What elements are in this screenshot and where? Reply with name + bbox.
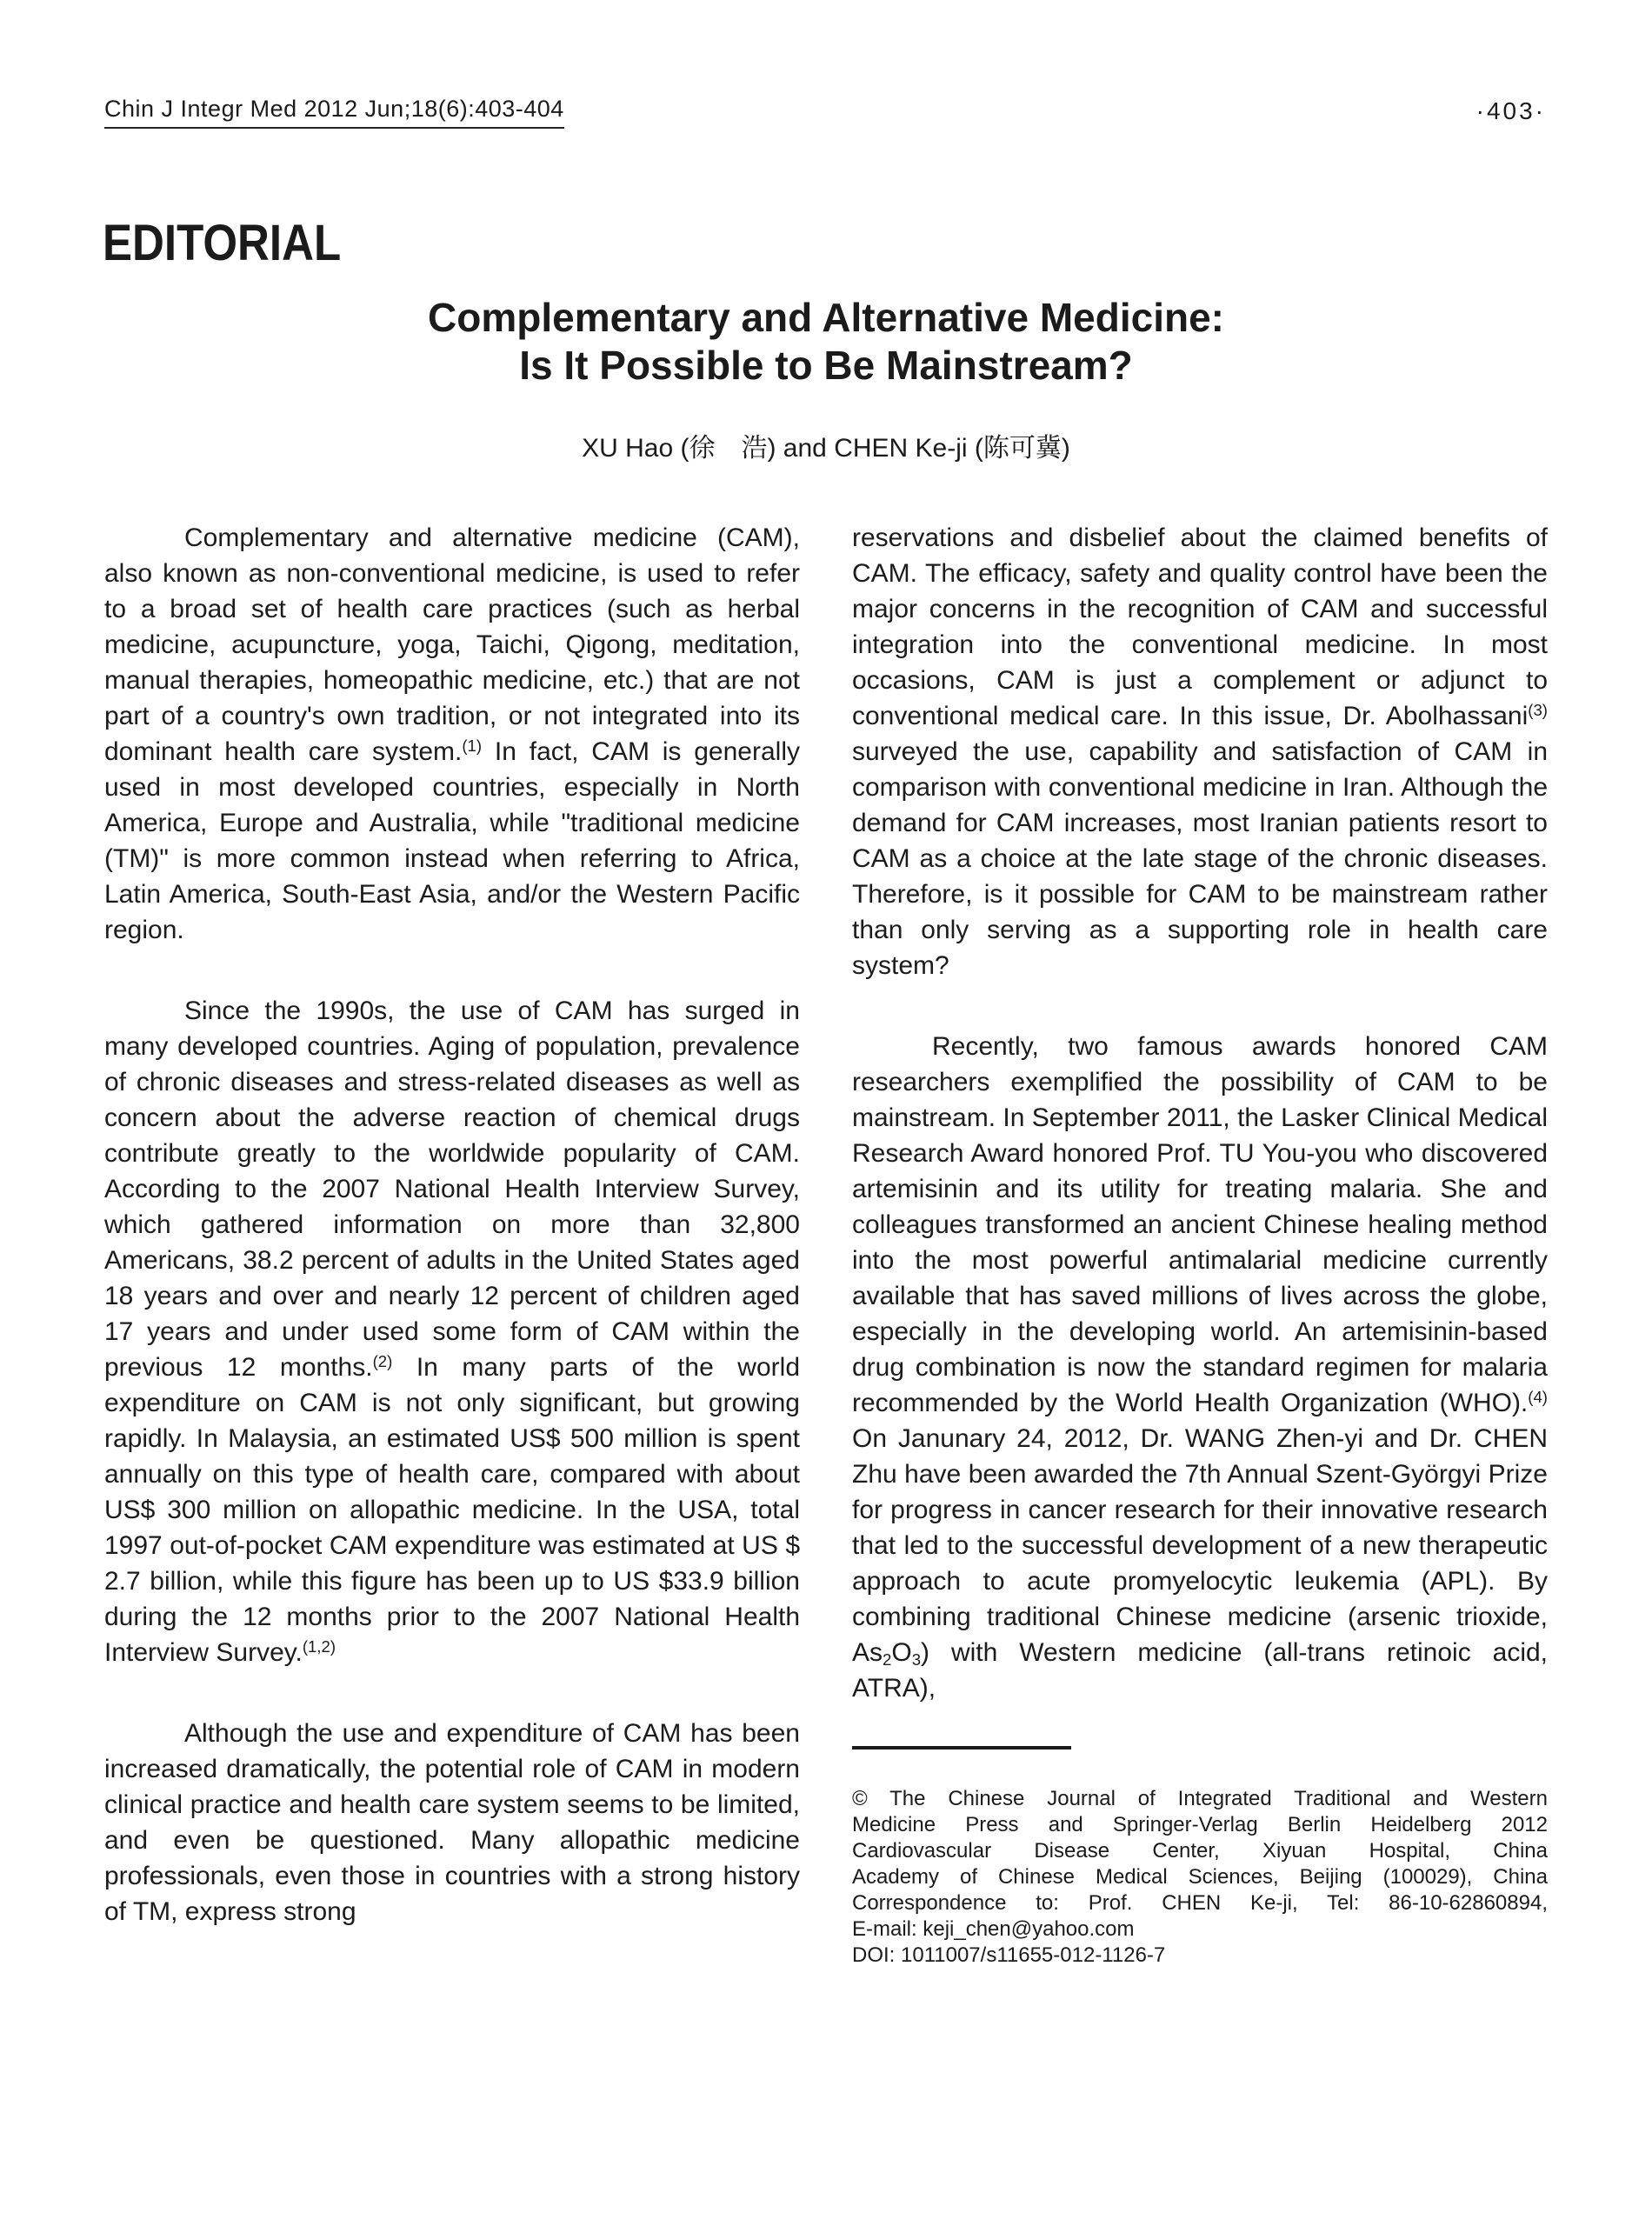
footnote-block bbox=[852, 1746, 1548, 1969]
reference-superscript: (1) bbox=[462, 736, 483, 755]
page-number: ·403· bbox=[1475, 97, 1546, 124]
body-paragraph: Although the use and expenditure of CAM has been increased dramatically, the potential role of CAM in modern clinical practice and health care system seems to be limited, and even be questioned. Many allopathic medicine professionals, even those in countries with a strong history of TM, express strong bbox=[104, 1719, 800, 1926]
footnote-divider bbox=[852, 1746, 1071, 1749]
reference-superscript: (1,2) bbox=[302, 1636, 336, 1656]
footnote-line: E-mail: keji_chen@yahoo.com bbox=[852, 1917, 1135, 1941]
left-column bbox=[104, 520, 800, 1969]
footnote-line: Cardiovascular Disease Center, Xiyuan Hospital, China bbox=[852, 1839, 1548, 1863]
body-paragraph: Since the 1990s, the use of CAM has surged in many developed countries. Aging of population, prevalence of chronic diseases and stress-related diseases as well as concern about the adverse reaction of chemical drugs contribute greatly to the worldwide popularity of CAM. According to the 2007 National Health Interview Survey, which gathered information on more than 32,800 Americans, 38.2 percent of adults in the United States aged 18 years and over and nearly 12 percent of children aged 17 years and under used some form of CAM within the previous 12 months.$^{(2)}$ In many parts of the world expenditure on CAM is not only significant, but growing rapidly. In Malaysia, an estimated US$ 500 million is spent annually on this type of health care, compared with about US$ 300 million on allopathic medicine. In the USA, total 1997 out-of-pocket CAM expenditure was estimated at US $ 2.7 billion, while this figure has been up to US $33.9 billion during the 12 months prior to the 2007 National Health Interview Survey.$^{(1,2)}$ bbox=[104, 996, 800, 1667]
body-paragraph: Complementary and alternative medicine (CAM), also known as non-conventional medicine, is used to refer to a broad set of health care practices (such as herbal medicine, acupuncture, yoga, Taichi, Qigong, meditation, manual therapies, homeopathic medicine, etc.) that are not part of a country's own tradition, or not integrated into its dominant health care system.$^{(1)}$ In fact, CAM is generally used in most developed countries, especially in North America, Europe and Australia, while "traditional medicine (TM)" is more common instead when referring to Africa, Latin America, South-East Asia, and/or the Western Pacific region. bbox=[104, 523, 800, 944]
footnote-line: DOI: 1011007/s11655-012-1126-7 bbox=[852, 1943, 1166, 1967]
reference-superscript: (2) bbox=[372, 1351, 393, 1370]
article-title bbox=[104, 294, 1548, 390]
chemical-subscript: 3 bbox=[911, 1650, 922, 1670]
footnote-line: Correspondence to: Prof. CHEN Ke-ji, Tel: 86-10-62860894, bbox=[852, 1891, 1548, 1915]
body-paragraph: reservations and disbelief about the claimed benefits of CAM. The efficacy, safety and quality control have been the major concerns in the recognition of CAM and successful integration into the conventional medicine. In most occasions, CAM is just a complement or adjunct to conventional medical care. In this issue, Dr. Abolhassani$^{(3)}$ surveyed the use, capability and satisfaction of CAM in comparison with conventional medicine in Iran. Although the demand for CAM increases, most Iranian patients resort to CAM as a choice at the late stage of the chronic diseases. Therefore, is it possible for CAM to be mainstream rather than only serving as a supporting role in health care system? bbox=[852, 523, 1548, 980]
footnote-line: Medicine Press and Springer-Verlag Berlin Heidelberg 2012 bbox=[852, 1813, 1548, 1836]
body-paragraph: Recently, two famous awards honored CAM researchers exemplified the possibility of CAM to be mainstream. In September 2011, the Lasker Clinical Medical Research Award honored Prof. TU You-you who discovered artemisinin and its utility for treating malaria. She and colleagues transformed an ancient Chinese healing method into the most powerful antimalarial medicine currently available that has saved millions of lives across the globe, especially in the developing world. An artemisinin-based drug combination is now the standard regimen for malaria recommended by the World Health Organization (WHO).$^{(4)}$ On Janunary 24, 2012, Dr. WANG Zhen-yi and Dr. CHEN Zhu have been awarded the 7th Annual Szent-Györgyi Prize for progress in cancer research for their innovative research that led to the successful development of a new therapeutic approach to acute promyelocytic leukemia (APL). By combining traditional Chinese medicine (arsenic trioxide, $As_2O_3$) with Western medicine (all-trans retinoic acid, ATRA), bbox=[852, 1032, 1548, 1703]
footnote-lines bbox=[852, 1786, 1548, 1969]
footnote-line: Academy of Chinese Medical Sciences, Beijing (100029), China bbox=[852, 1865, 1548, 1889]
article-body bbox=[104, 520, 1548, 1969]
authors-line: XU Hao (徐 浩) and CHEN Ke-ji (陈可冀) bbox=[582, 434, 1070, 463]
chemical-subscript: 2 bbox=[883, 1650, 892, 1670]
right-column bbox=[852, 520, 1548, 1969]
section-label: EDITORIAL bbox=[103, 215, 342, 271]
article-title-line-1: Complementary and Alternative Medicine: bbox=[428, 295, 1224, 340]
journal-citation: Chin J Integr Med 2012 Jun;18(6):403-404 bbox=[104, 96, 564, 129]
reference-superscript: (4) bbox=[1528, 1387, 1548, 1406]
reference-superscript: (3) bbox=[1528, 700, 1548, 719]
article-title-line-2: Is It Possible to Be Mainstream? bbox=[519, 343, 1133, 388]
footnote-line: © The Chinese Journal of Integrated Traditional and Western bbox=[852, 1787, 1548, 1810]
